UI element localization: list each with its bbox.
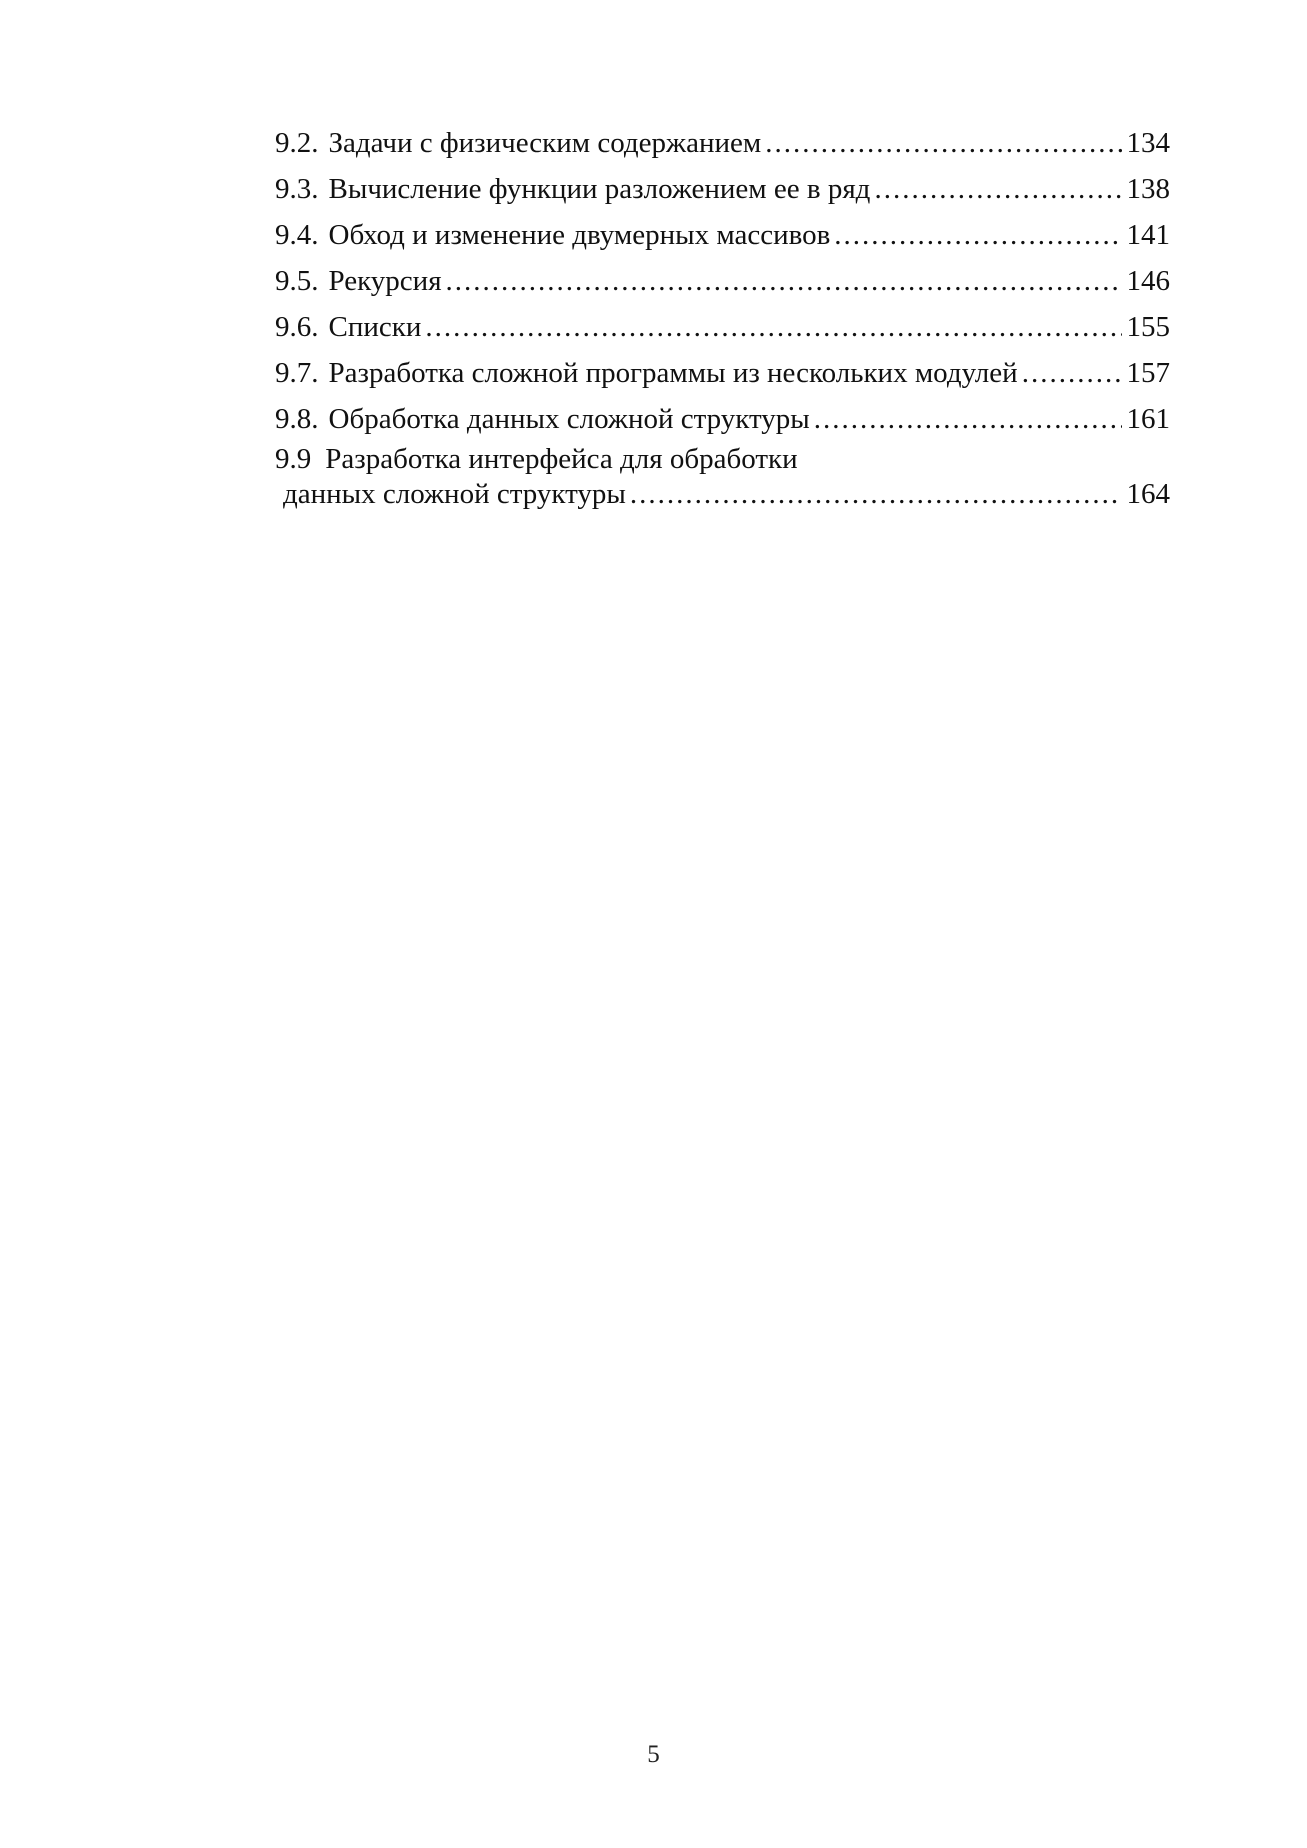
toc-dot-leader — [834, 212, 1122, 258]
toc-entry-multiline — [275, 442, 1170, 512]
toc-entry-number: 9.2. — [275, 127, 319, 159]
toc-entry-page: 161 — [1126, 403, 1170, 435]
toc-entry-title: Обход и изменение двумерных массивов — [328, 219, 831, 251]
toc-entry-title: Вычисление функции разложением ее в ряд — [328, 173, 871, 205]
toc-entry-page: 157 — [1126, 357, 1170, 389]
toc-dot-leader — [814, 396, 1122, 442]
table-of-contents — [275, 120, 1170, 512]
page-number: 5 — [647, 1741, 660, 1768]
toc-dot-leader — [446, 258, 1122, 304]
toc-entry-page: 164 — [1126, 478, 1170, 510]
toc-entry — [275, 212, 1170, 258]
toc-entry — [275, 120, 1170, 166]
toc-entry-number: 9.8. — [275, 403, 319, 435]
toc-entry-title-line1: Разработка интерфейса для обработки — [325, 443, 798, 475]
toc-entry — [275, 396, 1170, 442]
toc-entry-title: Обработка данных сложной структуры — [328, 403, 810, 435]
toc-dot-leader — [630, 476, 1122, 512]
toc-dot-leader — [765, 120, 1122, 166]
toc-entry-page: 134 — [1126, 127, 1170, 159]
toc-entry-title-line2: данных сложной структуры — [283, 478, 626, 510]
toc-entry-title: Рекурсия — [328, 265, 442, 297]
toc-entry-number: 9.7. — [275, 357, 319, 389]
toc-entry — [275, 166, 1170, 212]
toc-dot-leader — [1022, 350, 1122, 396]
toc-dot-leader — [874, 166, 1122, 212]
toc-entry-page: 146 — [1126, 265, 1170, 297]
toc-entry — [275, 304, 1170, 350]
toc-entry-page: 141 — [1126, 219, 1170, 251]
toc-entry-page: 155 — [1126, 311, 1170, 343]
toc-entry — [275, 258, 1170, 304]
toc-entry-number: 9.9 — [275, 443, 312, 475]
toc-dot-leader — [425, 304, 1122, 350]
toc-entry-number: 9.5. — [275, 265, 319, 297]
toc-entry-number: 9.3. — [275, 173, 319, 205]
toc-entry-title: Списки — [328, 311, 422, 343]
toc-entry-page: 138 — [1126, 173, 1170, 205]
toc-entry-number: 9.6. — [275, 311, 319, 343]
toc-entry — [275, 350, 1170, 396]
toc-entry-title: Разработка сложной программы из нескольких модулей — [328, 357, 1018, 389]
toc-entry-title: Задачи с физическим содержанием — [328, 127, 762, 159]
toc-entry-second-line — [275, 476, 1170, 512]
toc-entry-first-line — [275, 442, 1170, 476]
toc-entry-number: 9.4. — [275, 219, 319, 251]
